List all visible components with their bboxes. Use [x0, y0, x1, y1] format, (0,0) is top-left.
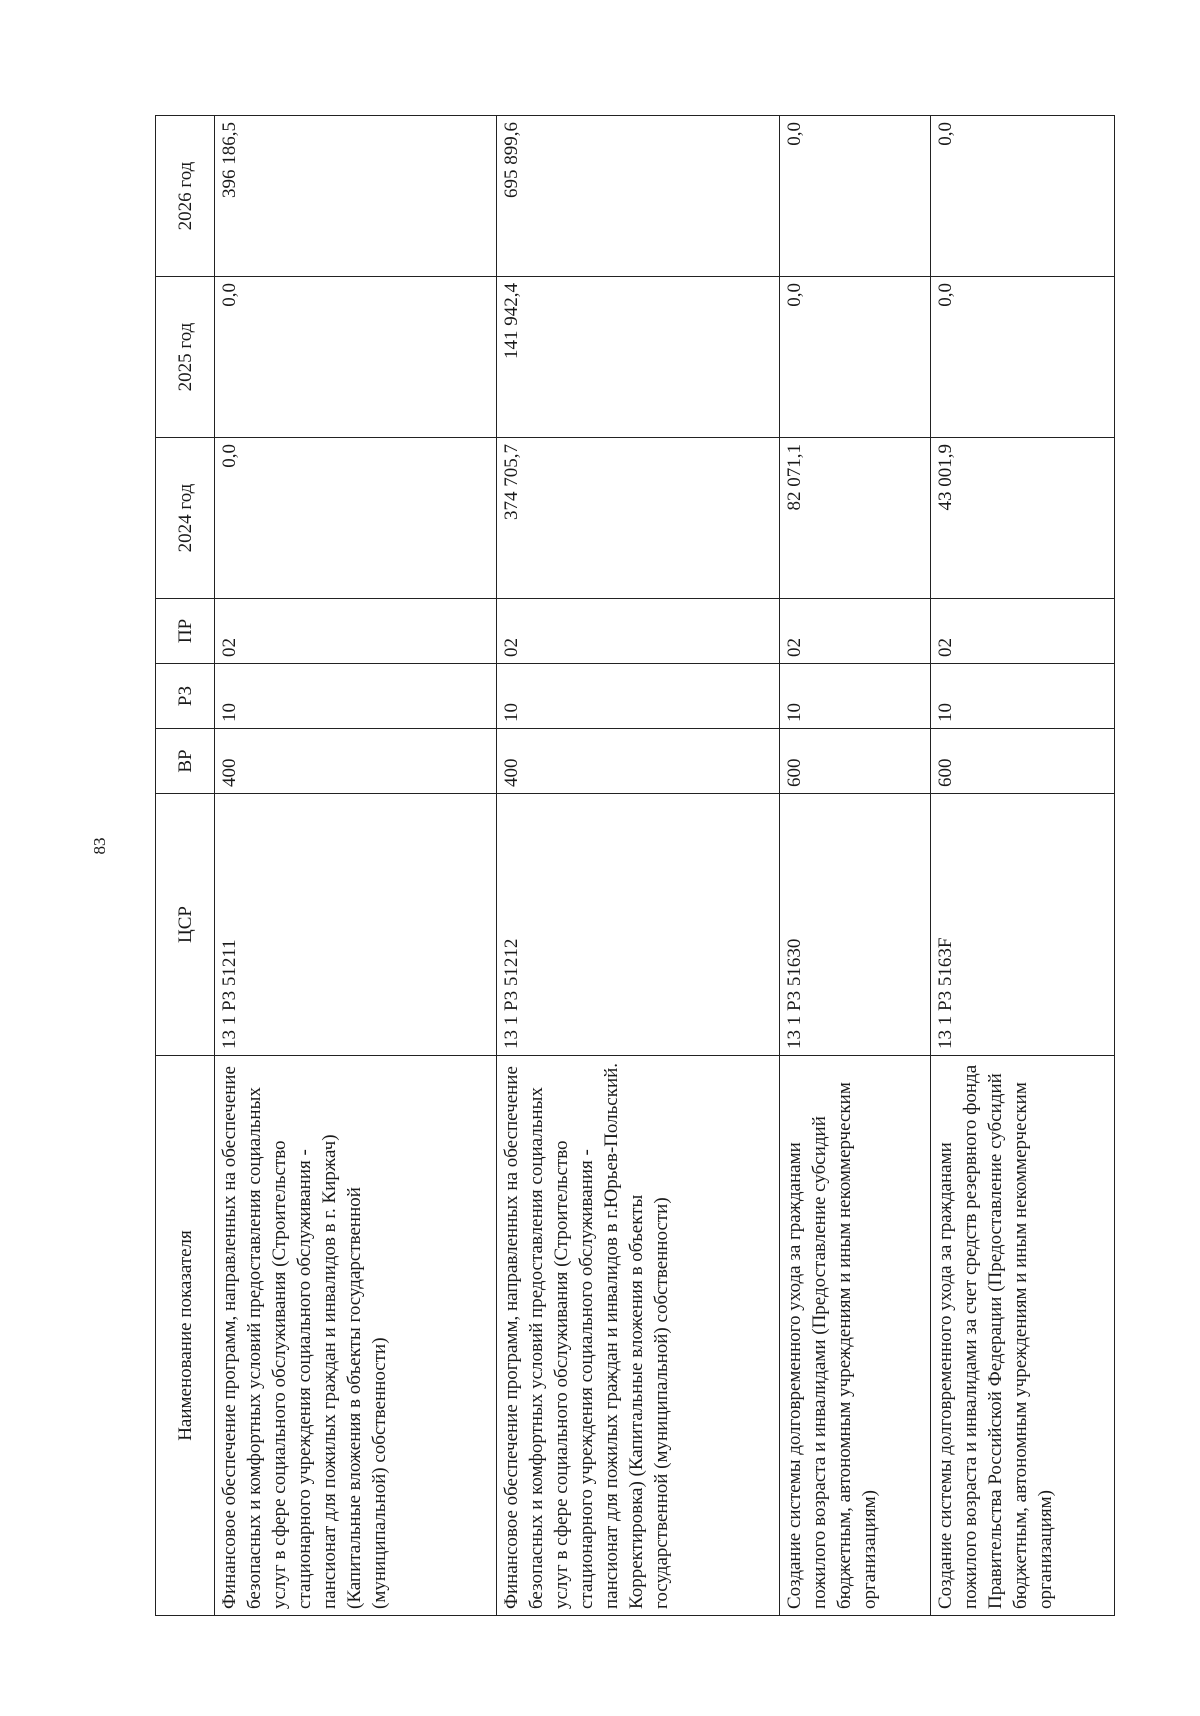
cell-pr: 02 [215, 599, 497, 664]
cell-vr: 600 [931, 729, 1115, 794]
cell-pr: 02 [497, 599, 779, 664]
header-vr: ВР [156, 729, 215, 794]
cell-csr: 13 1 Р3 5163F [931, 794, 1115, 1056]
table-row [779, 116, 930, 1616]
cell-2026: 695 899,6 [497, 116, 779, 277]
budget-table-container [155, 116, 1115, 1616]
table-row [931, 116, 1115, 1616]
cell-2024: 43 001,9 [931, 438, 1115, 599]
cell-2026: 0,0 [779, 116, 930, 277]
cell-2025: 0,0 [931, 277, 1115, 438]
cell-name: Финансовое обеспечение программ, направленных на обеспечение безопасных и комфортных условий предоставления социальных услуг в сфере социального обслуживания (Строительство стационарного учреждения социального обслуживания - пансионат для пожилых граждан и инвалидов в г. Киржач) (Капитальные вложения в объекты государственной (муниципальной) собственности) [215, 1056, 497, 1616]
header-2025: 2025 год [156, 277, 215, 438]
cell-rz: 10 [215, 664, 497, 729]
cell-vr: 400 [215, 729, 497, 794]
table-row [215, 116, 497, 1616]
cell-vr: 400 [497, 729, 779, 794]
cell-name: Финансовое обеспечение программ, направленных на обеспечение безопасных и комфортных условий предоставления социальных услуг в сфере социального обслуживания (Строительство стационарного учреждения социального обслуживания - пансионат для пожилых граждан и инвалидов в г.Юрьев-Польский. Корректировка) (Капитальные вложения в объекты государственной (муниципальной) собственности) [497, 1056, 779, 1616]
header-name: Наименование показателя [156, 1056, 215, 1616]
cell-csr: 13 1 Р3 51212 [497, 794, 779, 1056]
cell-rz: 10 [779, 664, 930, 729]
table-header-row [156, 116, 215, 1616]
page-number: 83 [90, 837, 109, 855]
cell-2025: 0,0 [779, 277, 930, 438]
cell-2024: 82 071,1 [779, 438, 930, 599]
cell-2025: 0,0 [215, 277, 497, 438]
cell-vr: 600 [779, 729, 930, 794]
cell-pr: 02 [931, 599, 1115, 664]
cell-csr: 13 1 Р3 51211 [215, 794, 497, 1056]
budget-table [155, 115, 1115, 1616]
header-pr: ПР [156, 599, 215, 664]
header-rz: РЗ [156, 664, 215, 729]
cell-csr: 13 1 Р3 51630 [779, 794, 930, 1056]
cell-2024: 374 705,7 [497, 438, 779, 599]
cell-2025: 141 942,4 [497, 277, 779, 438]
cell-rz: 10 [497, 664, 779, 729]
cell-name: Создание системы долговременного ухода за гражданами пожилого возраста и инвалидами (Предоставление субсидий бюджетным, автономным учреждениям и иным некоммерческим организациям) [779, 1056, 930, 1616]
cell-rz: 10 [931, 664, 1115, 729]
cell-2026: 0,0 [931, 116, 1115, 277]
cell-pr: 02 [779, 599, 930, 664]
cell-2026: 396 186,5 [215, 116, 497, 277]
header-csr: ЦСР [156, 794, 215, 1056]
cell-2024: 0,0 [215, 438, 497, 599]
header-2024: 2024 год [156, 438, 215, 599]
header-2026: 2026 год [156, 116, 215, 277]
table-row [497, 116, 779, 1616]
cell-name: Создание системы долговременного ухода за гражданами пожилого возраста и инвалидами за счет средств резервного фонда Правительства Российской Федерации (Предоставление субсидий бюджетным, автономным учреждениям и иным некоммерческим организациям) [931, 1056, 1115, 1616]
